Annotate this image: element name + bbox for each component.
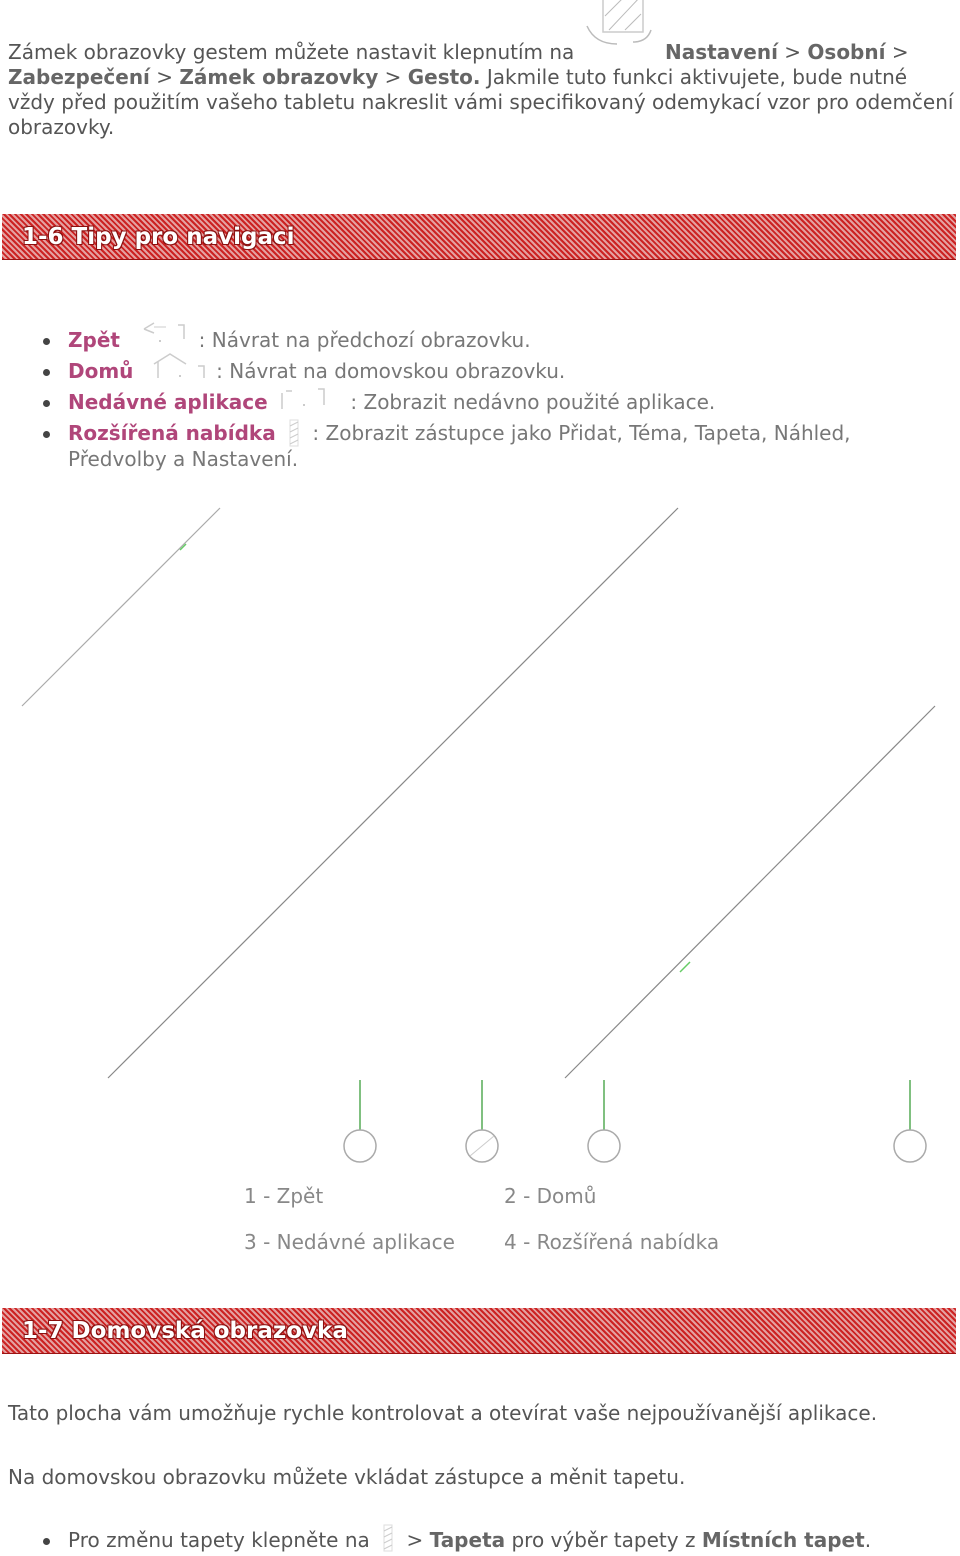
section-banner-navigation	[2, 214, 956, 260]
nav-label: Rozšířená nabídka	[68, 421, 276, 445]
nav-text: : Návrat na domovskou obrazovku.	[216, 359, 566, 383]
menu-icon	[282, 422, 306, 447]
legend-home: 2 - Domů	[504, 1184, 597, 1208]
diagram-edge-line	[22, 508, 220, 706]
legend-back: 1 - Zpět	[244, 1184, 324, 1208]
bullet-dot	[43, 338, 50, 345]
path-separator: >	[406, 1528, 424, 1552]
section-banner-home-screen	[2, 1308, 956, 1354]
wallpaper-instruction	[68, 1528, 958, 1554]
intro-text-1: Zámek obrazovky gestem můžete nastavit klepnutím na	[8, 40, 575, 64]
diagram-edge-line	[565, 706, 935, 1078]
path-separator: >	[156, 65, 174, 89]
menu-icon	[376, 1529, 400, 1554]
security-link: Zabezpečení	[8, 65, 150, 89]
path-separator: >	[891, 40, 909, 64]
tablet-diagram-image	[0, 500, 960, 1180]
nav-text: : Návrat na předchozí obrazovku.	[198, 328, 531, 352]
nav-text: : Zobrazit nedávno použité aplikace.	[350, 390, 716, 414]
callout-marker-1	[344, 1130, 376, 1162]
section-title: 1-7 Domovská obrazovka	[22, 1318, 348, 1344]
wallpaper-text-end: .	[864, 1528, 872, 1552]
settings-icon	[581, 16, 659, 64]
nav-label: Domů	[68, 359, 134, 383]
path-separator: >	[784, 40, 802, 64]
wallpaper-link: Tapeta	[429, 1528, 506, 1552]
legend-extended-menu: 4 - Rozšířená nabídka	[504, 1230, 720, 1254]
list-item-extended-menu	[0, 421, 950, 472]
callout-marker-line	[470, 1136, 494, 1156]
intro-paragraph	[8, 40, 958, 140]
diagram-edge-line	[108, 508, 678, 1078]
bullet-dot	[43, 369, 50, 376]
wallpaper-text-pre: Pro změnu tapety klepněte na	[68, 1528, 370, 1552]
list-item-recent-apps	[0, 390, 950, 416]
navigation-figure	[0, 500, 960, 1180]
wallpaper-text-mid: pro výběr tapety z	[511, 1528, 696, 1552]
nav-text: : Zobrazit zástupce jako Přidat, Téma, Tapeta, Náhled, Předvolby a Nastavení.	[68, 421, 851, 471]
list-item-home	[0, 359, 950, 385]
diagram-edge-line	[680, 962, 690, 972]
bullet-dot	[43, 431, 50, 438]
local-wallpapers-link: Místních tapet	[701, 1528, 865, 1552]
navigation-tips-list	[0, 328, 950, 477]
legend-recent-apps: 3 - Nedávné aplikace	[244, 1230, 455, 1254]
home-icon	[140, 360, 210, 385]
settings-link: Nastavení	[665, 40, 778, 64]
nav-label: Zpět	[68, 328, 120, 352]
home-paragraph-2: Na domovskou obrazovku můžete vkládat zástupce a měnit tapetu.	[8, 1465, 686, 1489]
personal-link: Osobní	[807, 40, 886, 64]
bullet-dot	[43, 1538, 50, 1545]
path-separator: >	[384, 65, 402, 89]
intro-text-2: Jakmile tuto funkci aktivujete, bude nutné vždy před použitím vašeho tabletu nakreslit vámi specifikovaný odemykací vzor pro odemčení obrazovky.	[8, 65, 954, 139]
callout-marker-3	[588, 1130, 620, 1162]
nav-label: Nedávné aplikace	[68, 390, 268, 414]
gesture-link: Gesto.	[407, 65, 481, 89]
callout-marker-4	[894, 1130, 926, 1162]
section-title: 1-6 Tipy pro navigaci	[22, 224, 295, 250]
screen-lock-link: Zámek obrazovky	[179, 65, 379, 89]
bullet-dot	[43, 400, 50, 407]
recent-apps-icon	[274, 391, 344, 416]
home-paragraph-1: Tato plocha vám umožňuje rychle kontrolovat a otevírat vaše nejpoužívanější aplikace.	[8, 1401, 878, 1425]
